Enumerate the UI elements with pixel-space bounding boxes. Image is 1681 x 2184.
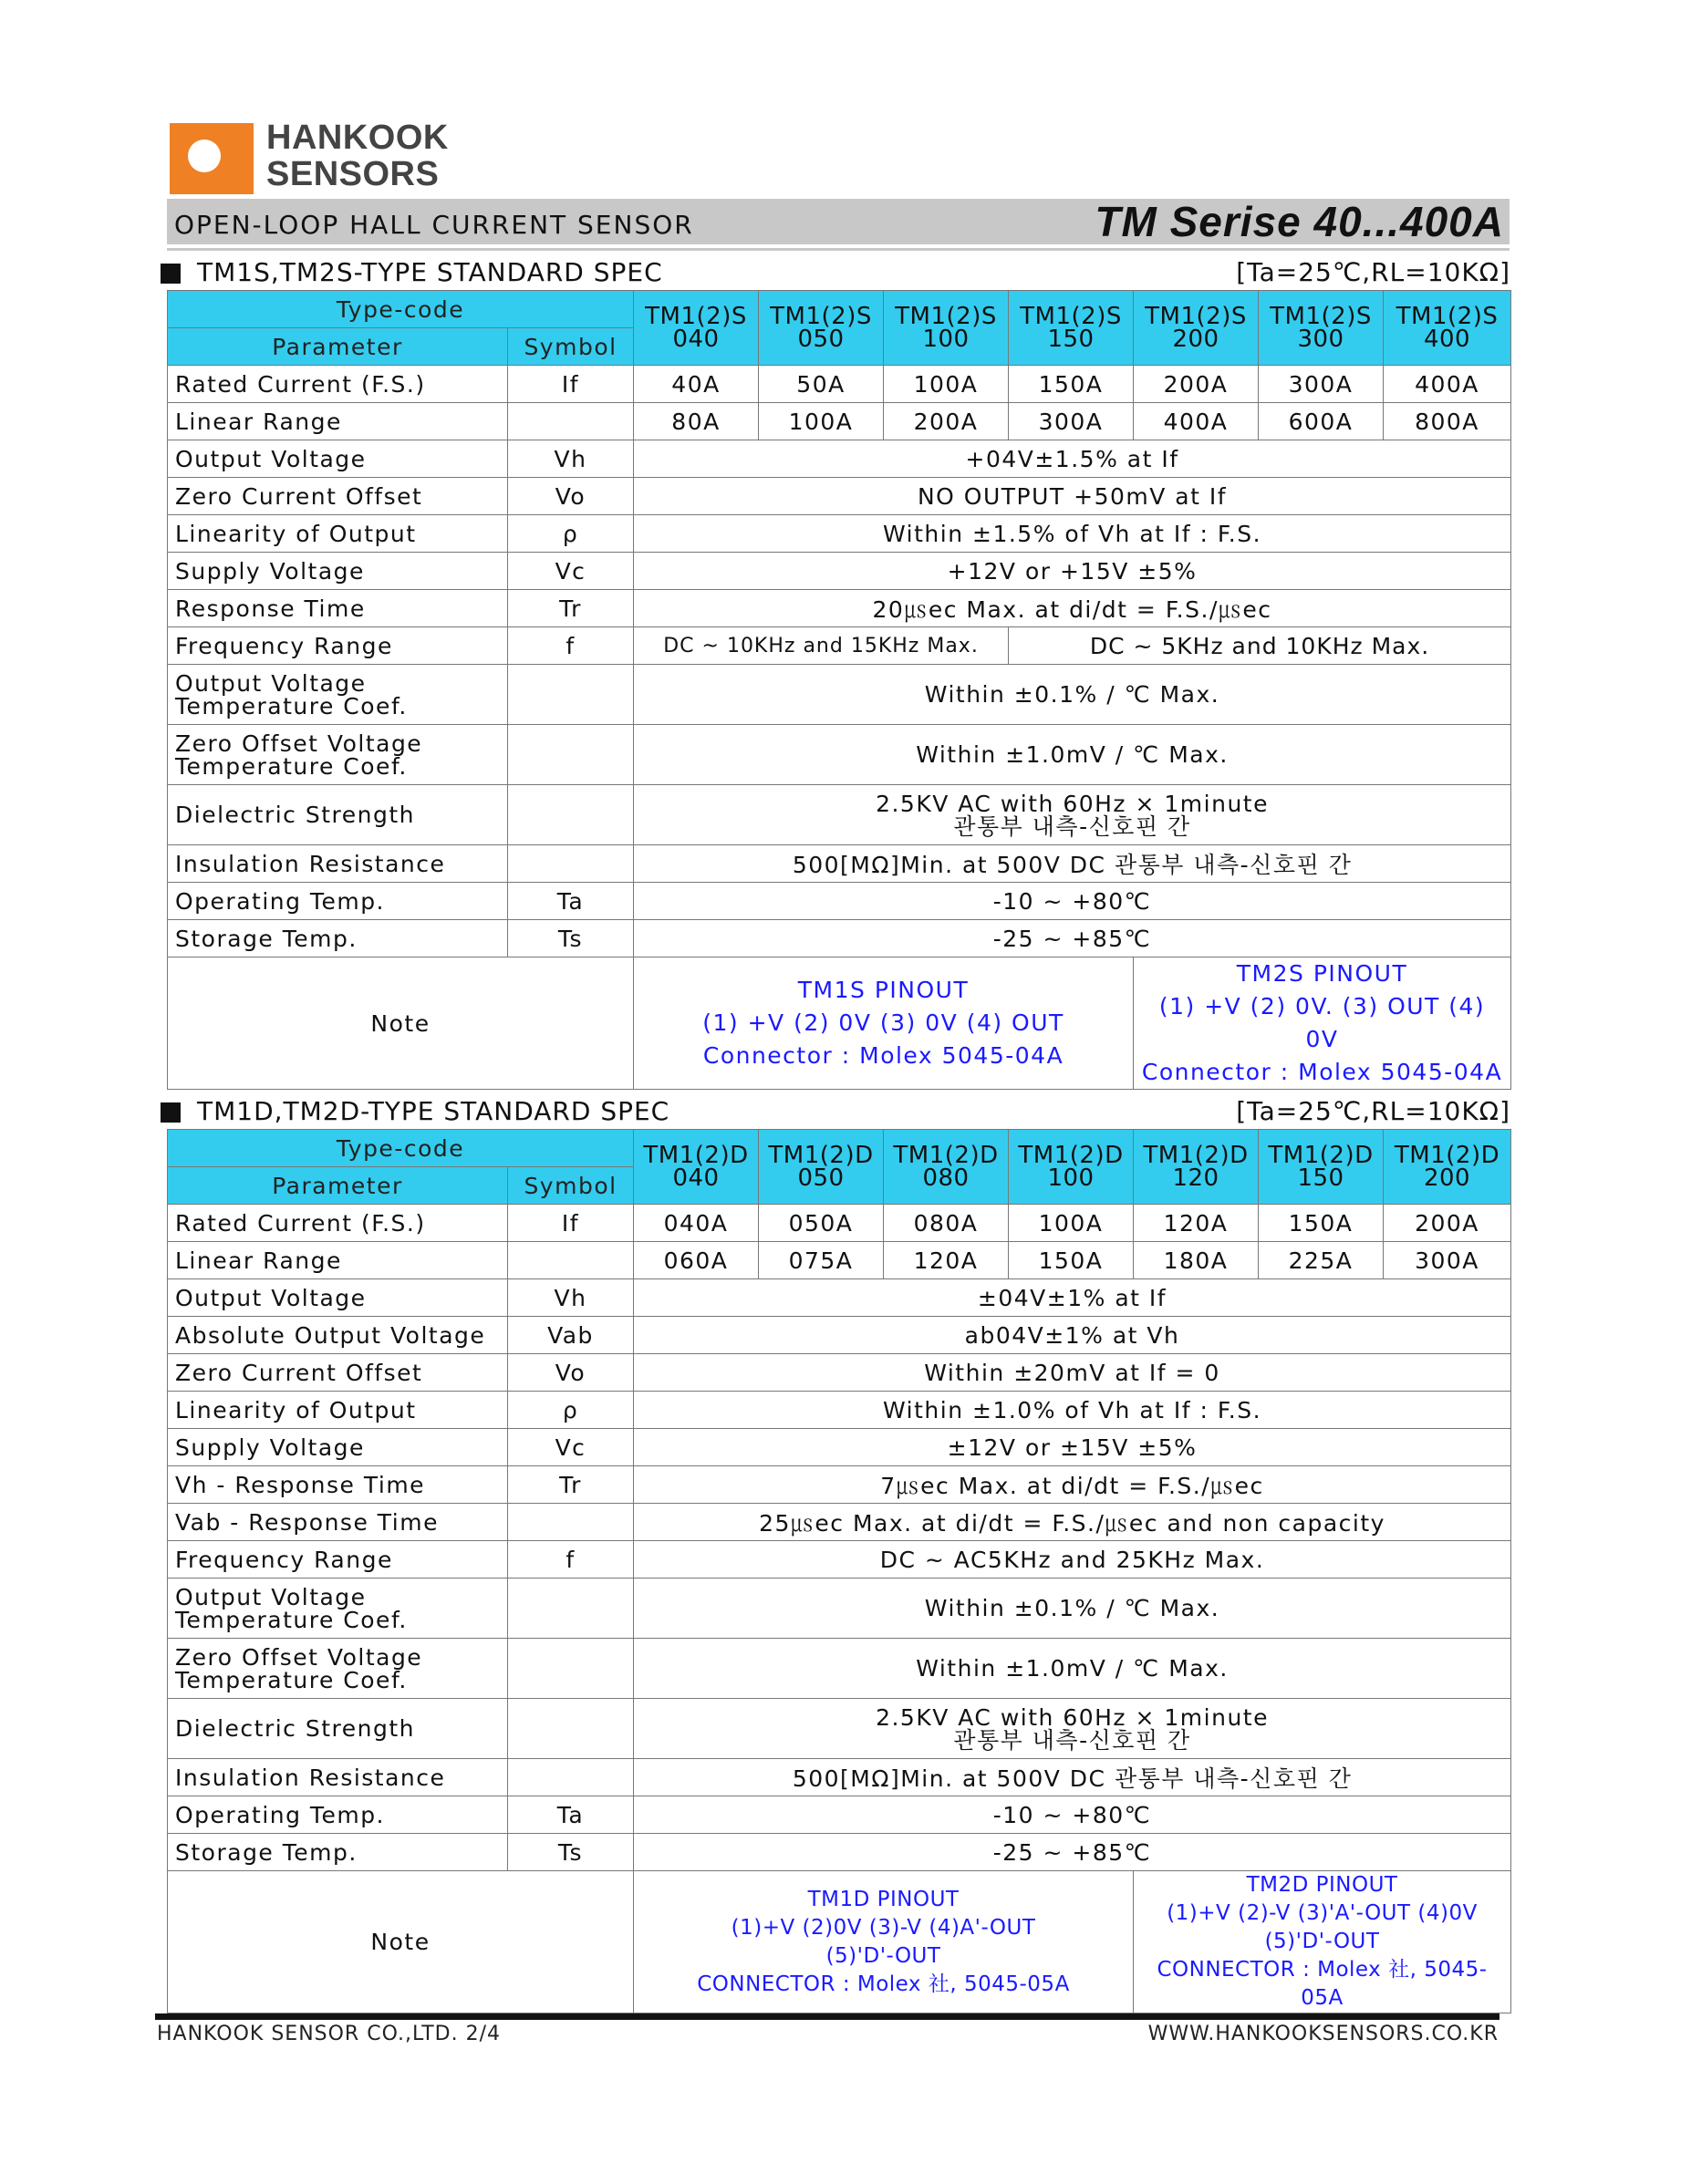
table-row: Frequency Range f DC ~ 10KHz and 15KHz Max. DC ~ 5KHz and 10KHz Max. xyxy=(168,627,1511,665)
table-row xyxy=(168,1759,1511,1796)
table-row xyxy=(168,1392,1511,1429)
symbol-cell: Tr xyxy=(508,1466,634,1504)
table-row xyxy=(168,1504,1511,1541)
parameter-cell: Vab - Response Time xyxy=(168,1504,508,1541)
value-cell: ±04V±1% at If xyxy=(634,1279,1511,1317)
value-cell: Within ±1.5% of Vh at If : F.S. xyxy=(634,515,1511,553)
value-cell: Within ±1.0% of Vh at If : F.S. xyxy=(634,1392,1511,1429)
value-cell: -25 ~ +85℃ xyxy=(634,1834,1511,1871)
note-row xyxy=(168,957,1511,1090)
parameter-cell: Storage Temp. xyxy=(168,920,508,957)
parameter-cell: Output Voltage Temperature Coef. xyxy=(168,665,508,725)
value-cell: Within ±1.0mV / ℃ Max. xyxy=(634,1639,1511,1699)
symbol-cell: Ts xyxy=(508,1834,634,1871)
symbol-cell: Vo xyxy=(508,478,634,515)
parameter-cell: Supply Voltage xyxy=(168,1429,508,1466)
symbol-cell: ρ xyxy=(508,515,634,553)
model-header: TM1(2)D 120 xyxy=(1134,1130,1259,1205)
model-header: TM1(2)D 040 xyxy=(634,1130,759,1205)
tm2d-pinout: TM2D PINOUT (1)+V (2)-V (3)'A'-OUT (4)0V (5)'D'-OUT CONNECTOR : Molex 社, 5045-05A xyxy=(1134,1871,1511,2013)
footer-company: HANKOOK SENSOR CO.,LTD. 2/4 xyxy=(157,2023,501,2045)
value-cell: Within ±1.0mV / ℃ Max. xyxy=(634,725,1511,785)
value-cell: Within ±20mV at If = 0 xyxy=(634,1354,1511,1392)
parameter-cell: Linearity of Output xyxy=(168,515,508,553)
note-row xyxy=(168,1871,1511,2013)
model-header: TM1(2)D 200 xyxy=(1384,1130,1511,1205)
footer-divider xyxy=(155,2013,1499,2020)
symbol-cell: Vc xyxy=(508,1429,634,1466)
symbol-cell: Vh xyxy=(508,440,634,478)
table-row xyxy=(168,1639,1511,1699)
value-cell: 20㎲ec Max. at di/dt = F.S./㎲ec xyxy=(634,590,1511,627)
section2-condition: [Ta=25℃,RL=10KΩ] xyxy=(1236,1096,1510,1126)
tm1s-pinout: TM1S PINOUT (1) +V (2) 0V (3) 0V (4) OUT Connector : Molex 5045-04A xyxy=(634,957,1134,1090)
bullet-square-icon xyxy=(161,1102,181,1123)
table-row xyxy=(168,665,1511,725)
parameter-cell: Storage Temp. xyxy=(168,1834,508,1871)
spec-table-tm-d xyxy=(167,1129,1511,2013)
parameter-cell: Zero Current Offset xyxy=(168,1354,508,1392)
value-cell: 25㎲ec Max. at di/dt = F.S./㎲ec and non capacity xyxy=(634,1504,1511,1541)
parameter-cell: Output Voltage Temperature Coef. xyxy=(168,1578,508,1639)
tm2s-pinout: TM2S PINOUT (1) +V (2) 0V. (3) OUT (4) 0V Connector : Molex 5045-04A xyxy=(1134,957,1511,1090)
model-header: TM1(2)S 200 xyxy=(1134,291,1259,366)
table-row xyxy=(168,725,1511,785)
parameter-cell: Zero Current Offset xyxy=(168,478,508,515)
symbol-cell xyxy=(508,725,634,785)
model-header: TM1(2)D 050 xyxy=(759,1130,884,1205)
value-cell: DC ~ AC5KHz and 25KHz Max. xyxy=(634,1541,1511,1578)
parameter-cell: Absolute Output Voltage xyxy=(168,1317,508,1354)
bullet-square-icon xyxy=(161,264,181,284)
table-row xyxy=(168,883,1511,920)
value-cell: 7㎲ec Max. at di/dt = F.S./㎲ec xyxy=(634,1466,1511,1504)
logo-text: HANKOOK SENSORS xyxy=(266,119,449,193)
model-header: TM1(2)S 400 xyxy=(1384,291,1511,366)
value-cell: ±12V or ±15V ±5% xyxy=(634,1429,1511,1466)
table-row xyxy=(168,1279,1511,1317)
model-header: TM1(2)S 150 xyxy=(1009,291,1134,366)
title-bar xyxy=(167,199,1510,244)
symbol-cell: Ts xyxy=(508,920,634,957)
note-label: Note xyxy=(168,957,634,1090)
value-cell: -10 ~ +80℃ xyxy=(634,1796,1511,1834)
table-row xyxy=(168,1699,1511,1759)
logo-mark-icon xyxy=(170,123,254,194)
table-row xyxy=(168,785,1511,845)
section1-heading: TM1S,TM2S-TYPE STANDARD SPEC [Ta=25℃,RL=10KΩ] xyxy=(161,257,1510,290)
table-row: Rated Current (F.S.) If 40A 50A 100A 150A 200A 300A 400A xyxy=(168,366,1511,403)
symbol-cell: Vc xyxy=(508,553,634,590)
symbol-cell: ρ xyxy=(508,1392,634,1429)
table-row: Rated Current (F.S.) If 040A 050A 080A 100A 120A 150A 200A xyxy=(168,1205,1511,1242)
tm1d-pinout: TM1D PINOUT (1)+V (2)0V (3)-V (4)A'-OUT (5)'D'-OUT CONNECTOR : Molex 社, 5045-05A xyxy=(634,1871,1134,2013)
parameter-cell: Dielectric Strength xyxy=(168,1699,508,1759)
symbol-cell xyxy=(508,1639,634,1699)
symbol-cell xyxy=(508,845,634,883)
parameter-cell: Zero Offset Voltage Temperature Coef. xyxy=(168,1639,508,1699)
table-row xyxy=(168,1466,1511,1504)
symbol-cell: f xyxy=(508,1541,634,1578)
symbol-header: Symbol xyxy=(508,1167,634,1205)
parameter-cell: Operating Temp. xyxy=(168,883,508,920)
table-row: Linear Range 80A 100A 200A 300A 400A 600A 800A xyxy=(168,403,1511,440)
parameter-cell: Insulation Resistance xyxy=(168,1759,508,1796)
parameter-cell: Output Voltage xyxy=(168,1279,508,1317)
footer-website: WWW.HANKOOKSENSORS.CO.KR xyxy=(1147,2023,1499,2045)
document-subtitle: OPEN-LOOP HALL CURRENT SENSOR xyxy=(174,210,694,240)
section2-heading: TM1D,TM2D-TYPE STANDARD SPEC [Ta=25℃,RL=10KΩ] xyxy=(161,1096,1510,1129)
table-row xyxy=(168,1541,1511,1578)
value-cell: ab04V±1% at Vh xyxy=(634,1317,1511,1354)
table-row xyxy=(168,478,1511,515)
symbol-header: Symbol xyxy=(508,328,634,366)
parameter-cell: Frequency Range xyxy=(168,1541,508,1578)
value-cell: -10 ~ +80℃ xyxy=(634,883,1511,920)
value-cell: 500[MΩ]Min. at 500V DC 관통부 내측-신호핀 간 xyxy=(634,845,1511,883)
table-row xyxy=(168,590,1511,627)
parameter-cell: Zero Offset Voltage Temperature Coef. xyxy=(168,725,508,785)
value-cell: 2.5KV AC with 60Hz × 1minute 관통부 내측-신호핀 간 xyxy=(634,1699,1511,1759)
parameter-cell: Operating Temp. xyxy=(168,1796,508,1834)
symbol-cell: Tr xyxy=(508,590,634,627)
value-cell: -25 ~ +85℃ xyxy=(634,920,1511,957)
type-code-header: Type-code xyxy=(168,1130,634,1167)
symbol-cell: Vab xyxy=(508,1317,634,1354)
table-row xyxy=(168,1796,1511,1834)
table-row xyxy=(168,515,1511,553)
type-code-header: Type-code xyxy=(168,291,634,328)
section1-condition: [Ta=25℃,RL=10KΩ] xyxy=(1236,257,1510,287)
title-divider xyxy=(167,248,1510,251)
parameter-cell: Supply Voltage xyxy=(168,553,508,590)
table-row xyxy=(168,920,1511,957)
table-row xyxy=(168,440,1511,478)
value-cell: 500[MΩ]Min. at 500V DC 관통부 내측-신호핀 간 xyxy=(634,1759,1511,1796)
table-row xyxy=(168,1354,1511,1392)
symbol-cell: Vh xyxy=(508,1279,634,1317)
symbol-cell: Vo xyxy=(508,1354,634,1392)
parameter-cell: Vh - Response Time xyxy=(168,1466,508,1504)
table-row xyxy=(168,1578,1511,1639)
value-cell: Within ±0.1% / ℃ Max. xyxy=(634,1578,1511,1639)
table-row xyxy=(168,845,1511,883)
model-header: TM1(2)S 050 xyxy=(759,291,884,366)
model-header: TM1(2)D 150 xyxy=(1259,1130,1384,1205)
value-cell: +12V or +15V ±5% xyxy=(634,553,1511,590)
symbol-cell xyxy=(508,785,634,845)
parameter-cell: Insulation Resistance xyxy=(168,845,508,883)
parameter-cell: Linearity of Output xyxy=(168,1392,508,1429)
parameter-cell: Response Time xyxy=(168,590,508,627)
table-row: Linear Range 060A 075A 120A 150A 180A 225A 300A xyxy=(168,1242,1511,1279)
parameter-header: Parameter xyxy=(168,328,508,366)
parameter-cell: Dielectric Strength xyxy=(168,785,508,845)
parameter-header: Parameter xyxy=(168,1167,508,1205)
value-cell: 2.5KV AC with 60Hz × 1minute 관통부 내측-신호핀 간 xyxy=(634,785,1511,845)
table-row xyxy=(168,1834,1511,1871)
model-header: TM1(2)D 100 xyxy=(1009,1130,1134,1205)
table-row xyxy=(168,553,1511,590)
symbol-cell xyxy=(508,1504,634,1541)
document-title: TM Serise 40...400A xyxy=(1095,198,1504,245)
model-header: TM1(2)S 300 xyxy=(1259,291,1384,366)
symbol-cell: Ta xyxy=(508,883,634,920)
value-cell: Within ±0.1% / ℃ Max. xyxy=(634,665,1511,725)
symbol-cell xyxy=(508,1759,634,1796)
symbol-cell: Ta xyxy=(508,1796,634,1834)
spec-table-tm-s xyxy=(167,290,1511,1090)
table-row xyxy=(168,1317,1511,1354)
value-cell: NO OUTPUT +50mV at If xyxy=(634,478,1511,515)
value-cell: +04V±1.5% at If xyxy=(634,440,1511,478)
model-header: TM1(2)S 040 xyxy=(634,291,759,366)
symbol-cell xyxy=(508,1699,634,1759)
model-header: TM1(2)D 080 xyxy=(884,1130,1009,1205)
note-label: Note xyxy=(168,1871,634,2013)
table-row xyxy=(168,1429,1511,1466)
symbol-cell xyxy=(508,1578,634,1639)
symbol-cell xyxy=(508,665,634,725)
model-header: TM1(2)S 100 xyxy=(884,291,1009,366)
parameter-cell: Output Voltage xyxy=(168,440,508,478)
